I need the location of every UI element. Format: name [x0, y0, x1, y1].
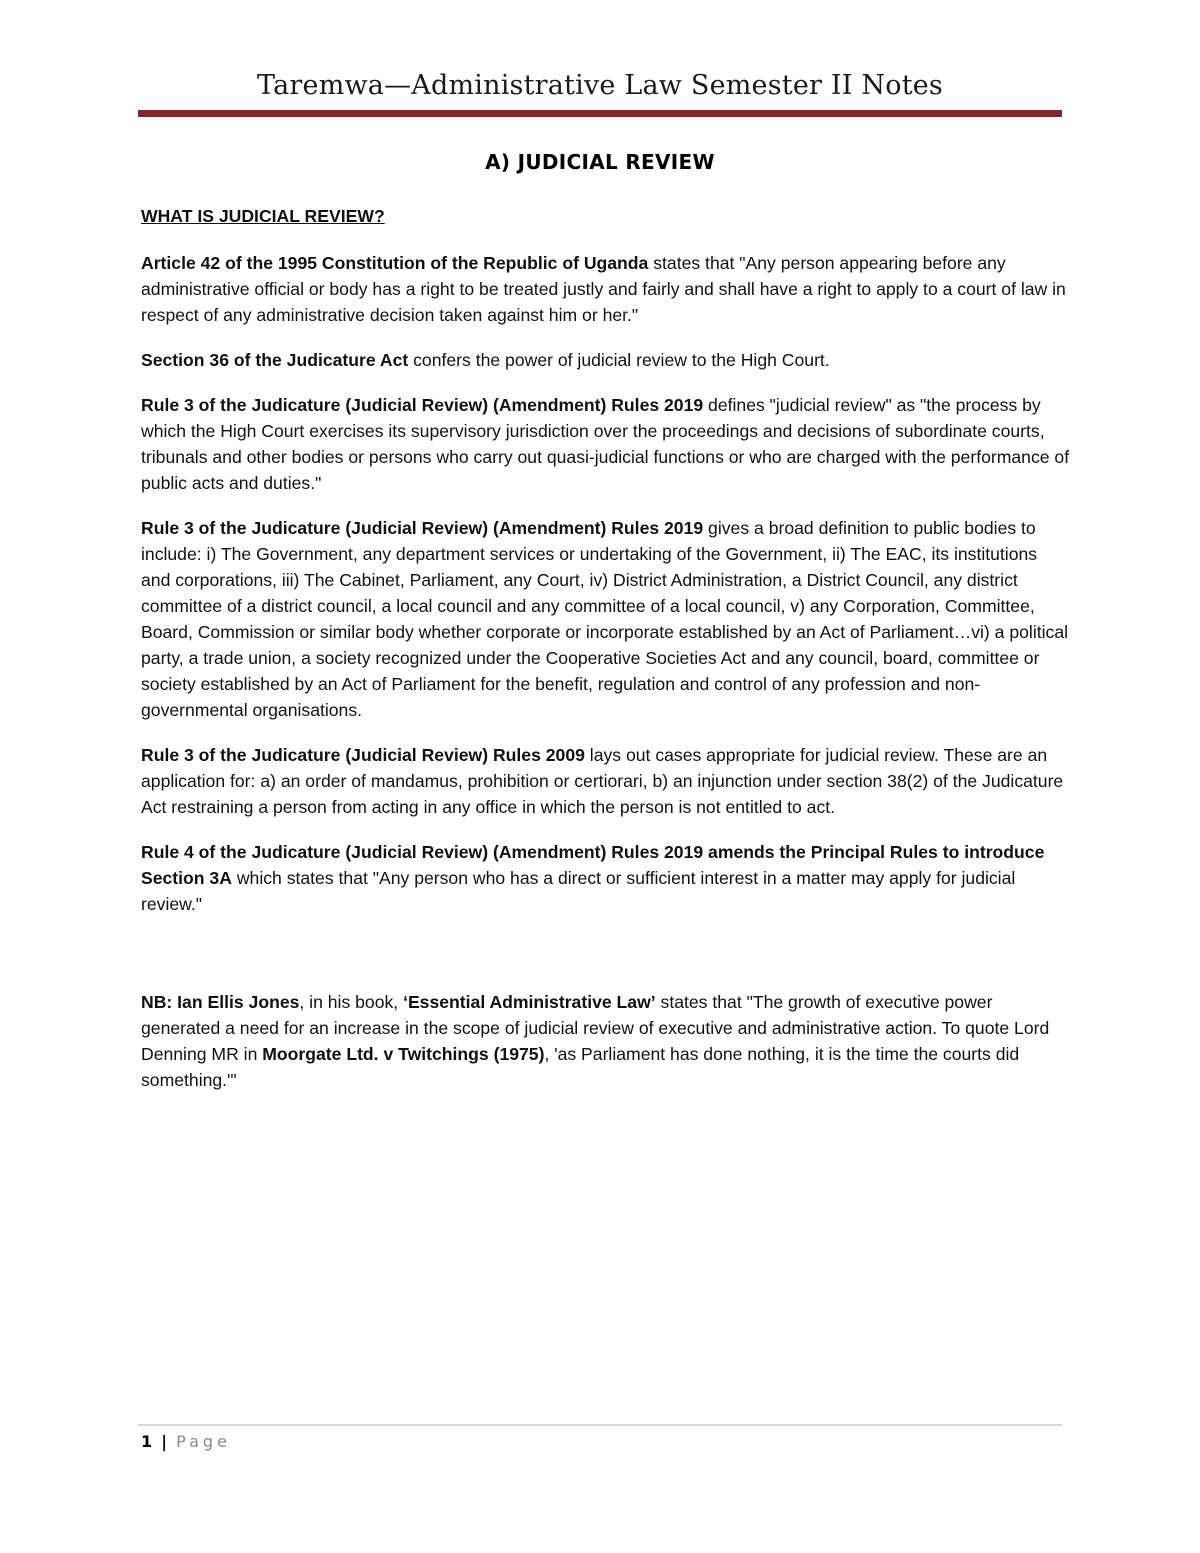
case-citation-bold: Moorgate Ltd. v Twitchings (1975) [262, 1044, 545, 1064]
paragraph-text: confers the power of judicial review to the High Court. [408, 350, 830, 370]
document-body [141, 203, 1071, 1112]
document-header-title: Taremwa—Administrative Law Semester II Notes [257, 70, 943, 101]
footer-rule [138, 1424, 1062, 1426]
paragraph-section-36 [141, 347, 1071, 373]
paragraph-text: which states that "Any person who has a direct or sufficient interest in a matter may apply for judicial review." [141, 868, 1016, 914]
paragraph-article-42 [141, 250, 1071, 328]
citation-bold: Rule 3 of the Judicature (Judicial Review) Rules 2009 [141, 745, 585, 765]
paragraph-text: , 'as Parliament has done nothing, it is the time the courts did something.'" [141, 1044, 1020, 1090]
citation-bold: Section 36 of the Judicature Act [141, 350, 409, 370]
page-label: Page [176, 1432, 231, 1451]
spacer [141, 936, 1071, 989]
paragraph-nb-note [141, 989, 1071, 1093]
paragraph-text: gives a broad definition to public bodies to include: i) The Government, any department services or undertaking of the Government, ii) The EAC, its institutions and corporations, iii) The Cabinet, Parliament, any Court, iv) District Administration, a District Council, any district committee of a district council, a local council and any committee of a local council, v) any Corporation, Committee, Board, Commission or similar body whether corporate or incorporate established by an Act of Parliament…vi) a political party, a trade union, a society recognized under the Cooperative Societies Act and any council, board, committee or society established by an Act of Parliament for the benefit, regulation and control of any profession and non-governmental organisations. [141, 518, 1069, 720]
book-title-bold: ‘Essential Administrative Law’ [403, 992, 656, 1012]
paragraph-text: , in his book, [299, 992, 404, 1012]
paragraph-text: states that "The growth of executive power generated a need for an increase in the scope of judicial review of executive and administrative action. To quote Lord Denning MR in [141, 992, 1050, 1064]
footer-separator: | [161, 1432, 168, 1451]
header-rule [138, 110, 1062, 117]
paragraph-text: lays out cases appropriate for judicial review. These are an application for: a) an order of mandamus, prohibition or certiorari, b) an injunction under section 38(2) of the Judicature Act restraining a person from acting in any office in which the person is not entitled to act. [141, 745, 1064, 817]
page-number: 1 [141, 1432, 153, 1451]
subheading: WHAT IS JUDICIAL REVIEW? [141, 206, 385, 226]
paragraph-rule-3-definition [141, 392, 1071, 496]
citation-bold: Rule 3 of the Judicature (Judicial Review) (Amendment) Rules 2019 [141, 518, 704, 538]
page-footer [141, 1432, 231, 1451]
section-heading: A) JUDICIAL REVIEW [485, 150, 715, 174]
paragraph-rule-3-2009 [141, 742, 1071, 820]
citation-bold: Rule 3 of the Judicature (Judicial Review) (Amendment) Rules 2019 [141, 395, 704, 415]
author-bold: NB: Ian Ellis Jones [141, 992, 300, 1012]
paragraph-text: defines "judicial review" as "the process by which the High Court exercises its supervisory jurisdiction over the proceedings and decisions of subordinate courts, tribunals and other bodies or persons who carry out quasi-judicial functions or who are charged with the performance of public acts and duties." [141, 395, 1070, 493]
citation-bold: Rule 4 of the Judicature (Judicial Review) (Amendment) Rules 2019 amends the Principal Rules to introduce Section 3A [141, 842, 1045, 888]
paragraph-rule-3-public-bodies [141, 515, 1071, 723]
citation-bold: Article 42 of the 1995 Constitution of the Republic of Uganda [141, 253, 649, 273]
paragraph-text: states that "Any person appearing before any administrative official or body has a right to be treated justly and fairly and shall have a right to apply to a court of law in respect of any administrative decision taken against him or her." [141, 253, 1066, 325]
paragraph-rule-4 [141, 839, 1071, 917]
